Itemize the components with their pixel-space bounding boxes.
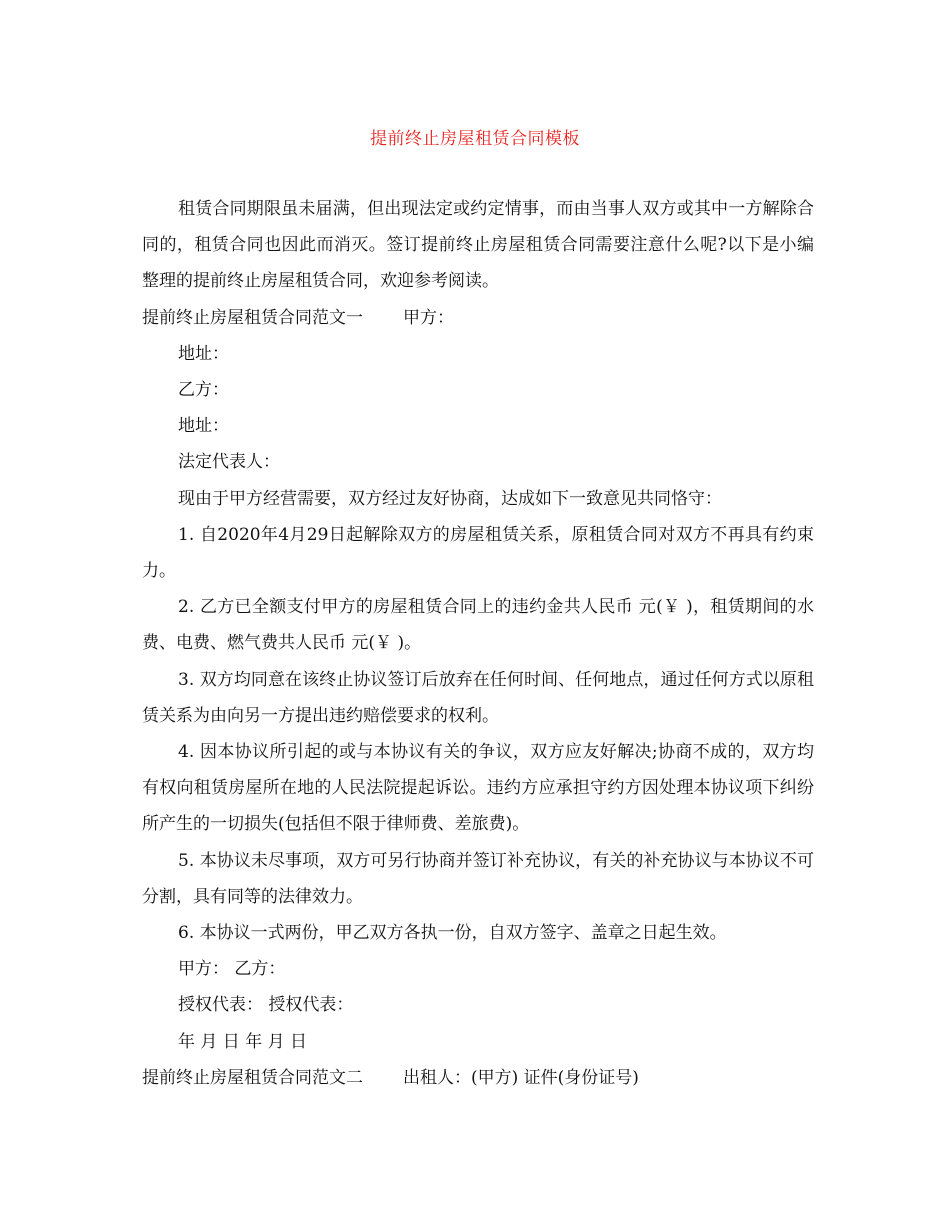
sample2-heading: 提前终止房屋租赁合同范文二 xyxy=(142,1067,363,1088)
sample2-heading-line xyxy=(142,1060,814,1096)
address-line-2: 地址： xyxy=(178,416,229,437)
clause-3: 3. 双方均同意在该终止协议签订后放弃在任何时间、任何地点，通过任何方式以原租赁关系为由向另一方提出违约赔偿要求的权利。 xyxy=(142,669,814,726)
lessor-line: 出租人：(甲方) 证件(身份证号) xyxy=(403,1067,639,1088)
sample1-heading: 提前终止房屋租赁合同范文一 xyxy=(142,307,363,328)
agreement-preamble: 现由于甲方经营需要，双方经过友好协商，达成如下一致意见共同恪守： xyxy=(178,488,722,509)
document-title: 提前终止房屋租赁合同模板 xyxy=(370,129,580,149)
clause-4: 4. 因本协议所引起的或与本协议有关的争议，双方应友好解决;协商不成的，双方均有权向租赁房屋所在地的人民法院提起诉讼。违约方应承担守约方因处理本协议项下纠纷所产生的一切损失(包括但不限于律师费、差旅费)。 xyxy=(142,742,814,835)
clause-2: 2. 乙方已全额支付甲方的房屋租赁合同上的违约金共人民币 元(￥ )，租赁期间的水费、电费、燃气费共人民币 元(￥ )。 xyxy=(142,597,814,654)
signature-parties: 甲方： 乙方： xyxy=(178,959,286,980)
legal-representative-line: 法定代表人： xyxy=(178,452,280,473)
signature-dates: 年 月 日 年 月 日 xyxy=(178,1031,308,1052)
party-a-label: 甲方： xyxy=(403,307,454,328)
address-line-1: 地址： xyxy=(178,343,229,364)
intro-paragraph: 租赁合同期限虽未届满，但出现法定或约定情事，而由当事人双方或其中一方解除合同的，租赁合同也因此而消灭。签订提前终止房屋租赁合同需要注意什么呢?以下是小编整理的提前终止房屋租赁合同，欢迎参考阅读。 xyxy=(142,199,814,292)
signature-representatives: 授权代表： 授权代表： xyxy=(178,995,354,1016)
clause-5: 5. 本协议未尽事项，双方可另行协商并签订补充协议，有关的补充协议与本协议不可分割，具有同等的法律效力。 xyxy=(142,850,814,907)
party-b-line: 乙方： xyxy=(178,380,229,401)
clause-6: 6. 本协议一式两份，甲乙双方各执一份，自双方签字、盖章之日起生效。 xyxy=(178,923,727,944)
sample1-heading-line xyxy=(142,300,814,336)
clause-1: 1. 自2020年4月29日起解除双方的房屋租赁关系，原租赁合同对双方不再具有约束力。 xyxy=(142,524,814,582)
document-body xyxy=(142,191,814,1096)
